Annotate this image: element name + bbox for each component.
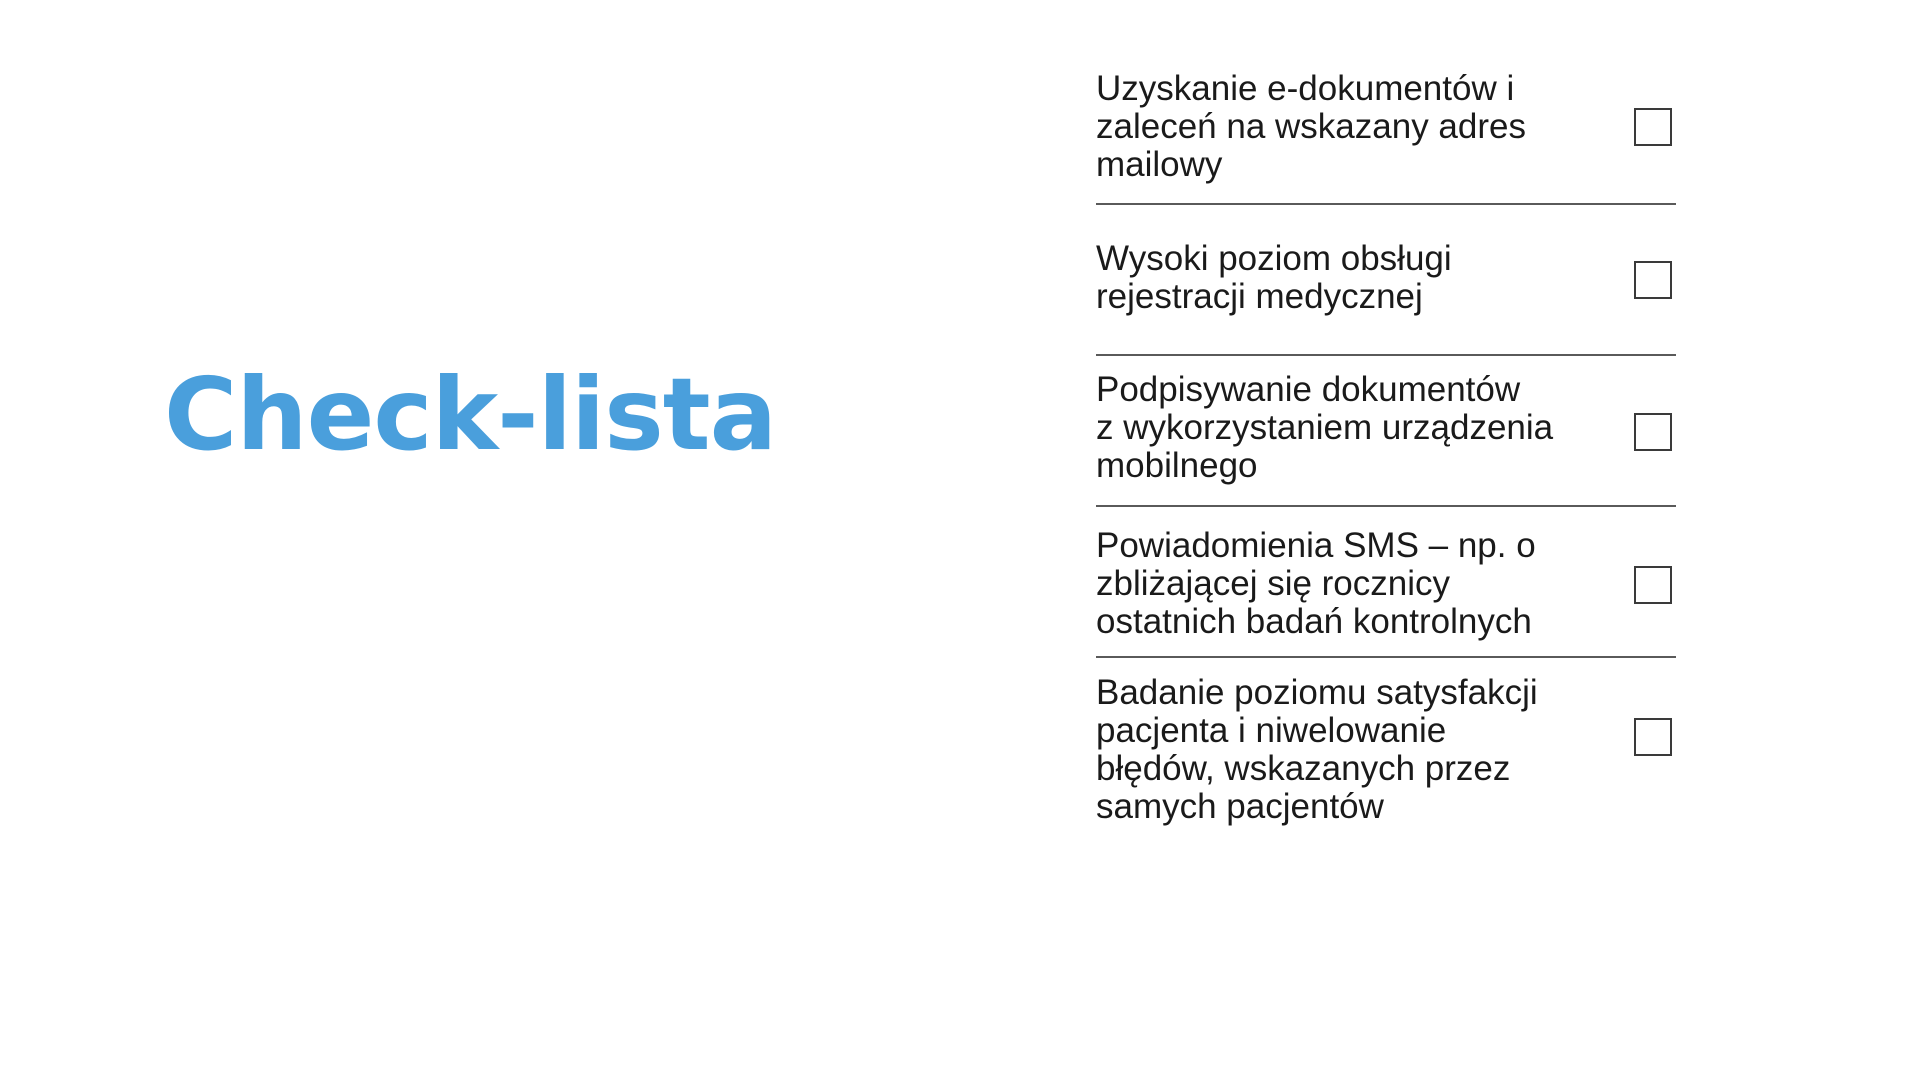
divider <box>1096 354 1676 356</box>
checklist-item-5-checkbox[interactable] <box>1634 718 1672 756</box>
checklist-item-3-label: Podpisywanie dokumentów z wykorzystaniem urządzenia mobilnego <box>1096 370 1554 485</box>
checklist-item-4-checkbox[interactable] <box>1634 566 1672 604</box>
divider <box>1096 505 1676 507</box>
checklist-item-2-checkbox[interactable] <box>1634 261 1672 299</box>
divider <box>1096 203 1676 205</box>
page-title: Check-lista <box>164 356 777 473</box>
checklist-item-1-checkbox[interactable] <box>1634 108 1672 146</box>
divider <box>1096 656 1676 658</box>
checklist <box>1096 0 1676 1080</box>
checklist-item-1-label: Uzyskanie e-dokumentów i zaleceń na wskazany adres mailowy <box>1096 69 1526 184</box>
checklist-item-4-label: Powiadomienia SMS – np. o zbliżającej się rocznicy ostatnich badań kontrolnych <box>1096 526 1536 641</box>
checklist-item-5-label: Badanie poziomu satysfakcji pacjenta i niwelowanie błędów, wskazanych przez samych pacjentów <box>1096 673 1538 826</box>
checklist-item-2-label: Wysoki poziom obsługi rejestracji medycznej <box>1096 239 1452 316</box>
checklist-item-3-checkbox[interactable] <box>1634 413 1672 451</box>
